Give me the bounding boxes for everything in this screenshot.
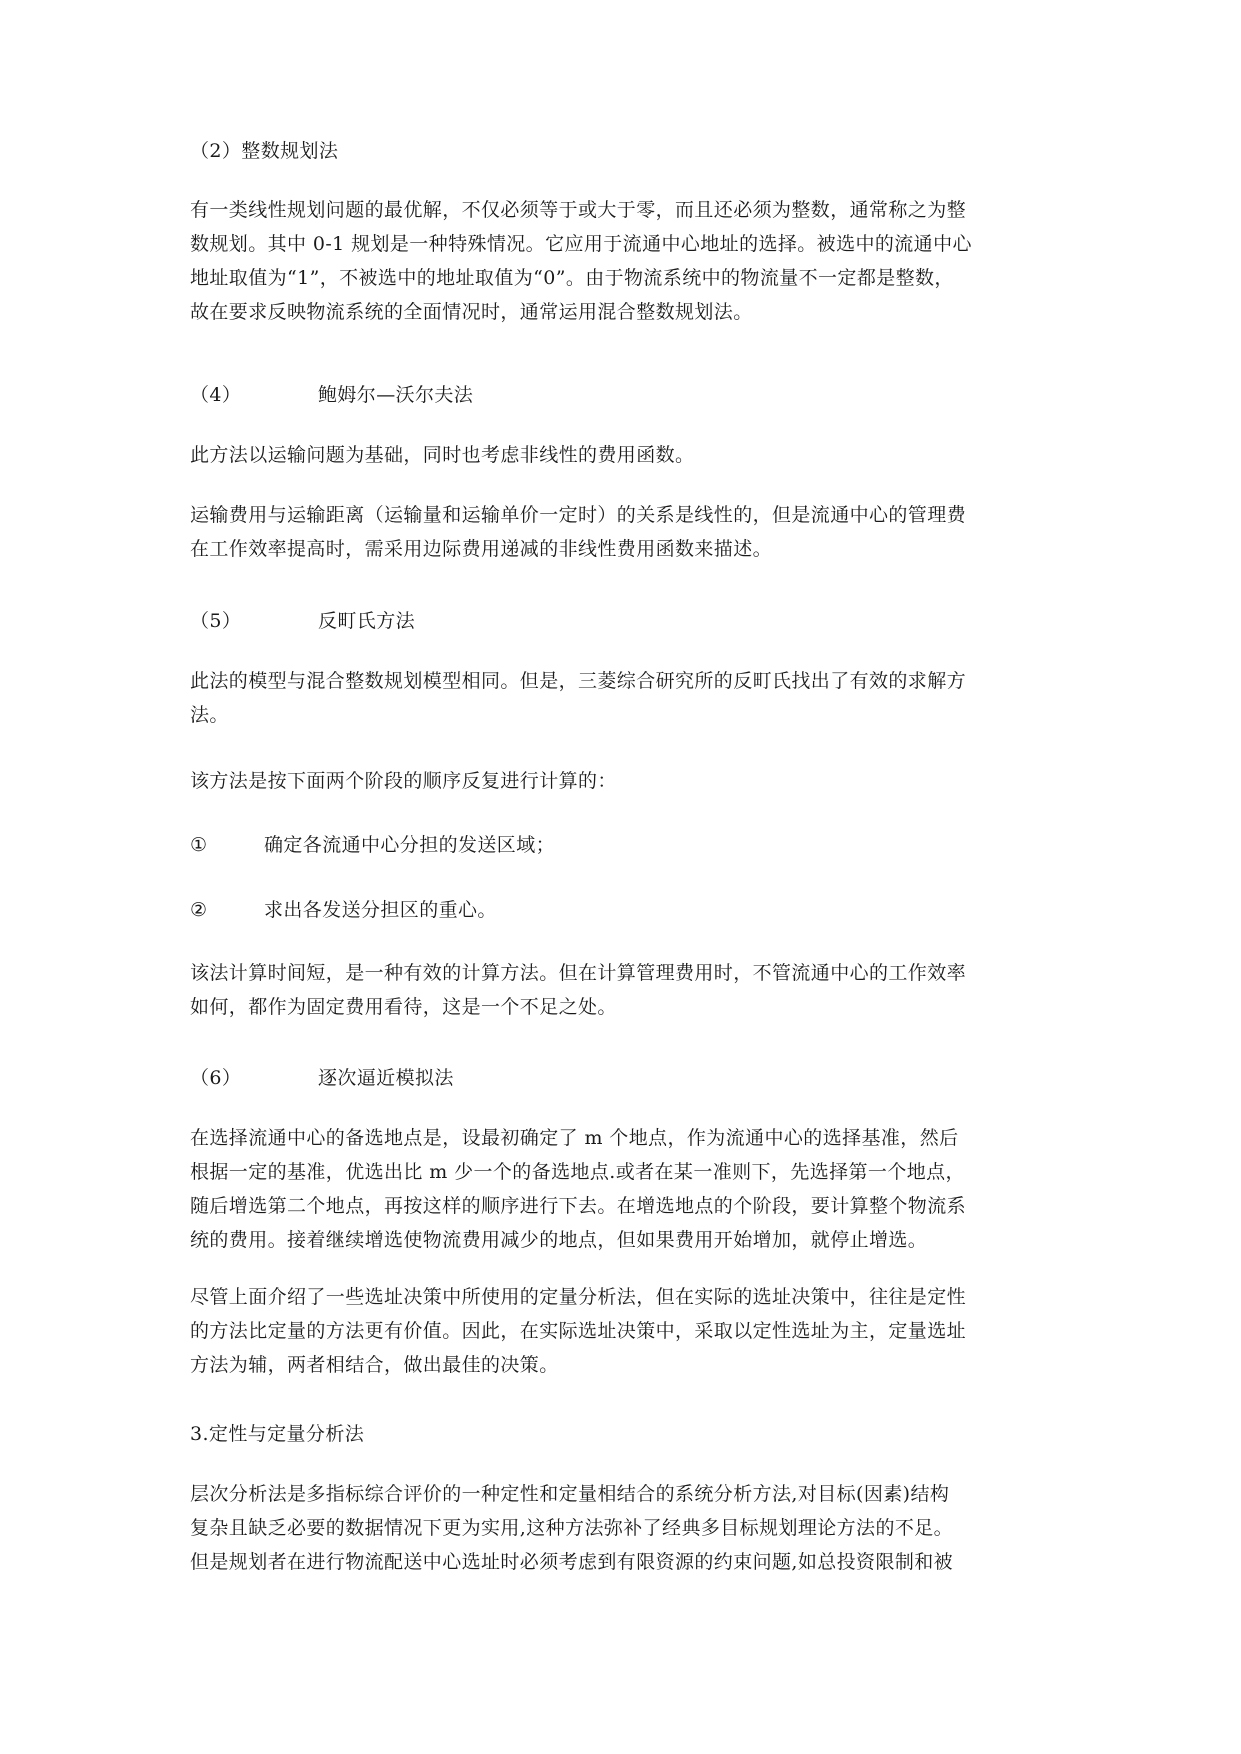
paragraph-integer-programming bbox=[190, 193, 1062, 329]
step-marker: ② bbox=[190, 899, 208, 921]
paragraph-line: 数规划。其中 0-1 规划是一种特殊情况。它应用于流通中心地址的选择。被选中的流通中心 bbox=[190, 233, 972, 255]
step-marker: ① bbox=[190, 834, 208, 856]
section-heading-sorimachi bbox=[190, 604, 1062, 638]
section-number: （5） bbox=[190, 610, 242, 632]
list-item-step-2 bbox=[190, 893, 1062, 927]
paragraph-baumol-wolfe-detail bbox=[190, 498, 1062, 566]
paragraph-sorimachi-model bbox=[190, 664, 1062, 732]
heading-text: （2）整数规划法 bbox=[190, 140, 339, 162]
paragraph-line: 此法的模型与混合整数规划模型相同。但是，三菱综合研究所的反町氏找出了有效的求解方 bbox=[190, 670, 967, 692]
paragraph-line: 的方法比定量的方法更有价值。因此，在实际选址决策中，采取以定性选址为主，定量选址 bbox=[190, 1320, 967, 1342]
section-heading-qualitative-quantitative bbox=[190, 1417, 1062, 1451]
paragraph-successive-approximation bbox=[190, 1121, 1062, 1257]
list-item-step-1 bbox=[190, 828, 1062, 862]
paragraph-line: 但是规划者在进行物流配送中心选址时必须考虑到有限资源的约束问题,如总投资限制和被 bbox=[190, 1551, 954, 1573]
heading-text: 3.定性与定量分析法 bbox=[190, 1423, 365, 1445]
section-title: 鲍姆尔—沃尔夫法 bbox=[318, 384, 474, 406]
paragraph-line: 复杂且缺乏必要的数据情况下更为实用,这种方法弥补了经典多目标规划理论方法的不足。 bbox=[190, 1517, 954, 1539]
paragraph-line: 尽管上面介绍了一些选址决策中所使用的定量分析法，但在实际的选址决策中，往往是定性 bbox=[190, 1286, 967, 1308]
paragraph-line: 该方法是按下面两个阶段的顺序反复进行计算的： bbox=[190, 770, 617, 792]
paragraph-summary bbox=[190, 1280, 1062, 1382]
step-text: 确定各流通中心分担的发送区域； bbox=[264, 834, 556, 856]
section-heading-baumol-wolfe bbox=[190, 378, 1062, 412]
section-number: （4） bbox=[190, 384, 242, 406]
section-heading-integer-programming bbox=[190, 134, 1062, 168]
paragraph-line: 法。 bbox=[190, 704, 229, 726]
paragraph-line: 有一类线性规划问题的最优解，不仅必须等于或大于零，而且还必须为整数，通常称之为整 bbox=[190, 199, 967, 221]
paragraph-line: 故在要求反映物流系统的全面情况时，通常运用混合整数规划法。 bbox=[190, 301, 753, 323]
paragraph-ahp bbox=[190, 1477, 1062, 1579]
paragraph-line: 地址取值为“1”，不被选中的地址取值为“0”。由于物流系统中的物流量不一定都是整数， bbox=[190, 267, 954, 289]
paragraph-line: 方法为辅，两者相结合，做出最佳的决策。 bbox=[190, 1354, 559, 1376]
step-text: 求出各发送分担区的重心。 bbox=[264, 899, 497, 921]
paragraph-line: 随后增选第二个地点，再按这样的顺序进行下去。在增选地点的个阶段，要计算整个物流系 bbox=[190, 1195, 967, 1217]
paragraph-line: 在工作效率提高时，需采用边际费用递减的非线性费用函数来描述。 bbox=[190, 538, 773, 560]
section-heading-successive-approximation bbox=[190, 1061, 1062, 1095]
paragraph-line: 层次分析法是多指标综合评价的一种定性和定量相结合的系统分析方法,对目标(因素)结构 bbox=[190, 1483, 950, 1505]
section-title: 逐次逼近模拟法 bbox=[318, 1067, 454, 1089]
paragraph-line: 该法计算时间短，是一种有效的计算方法。但在计算管理费用时，不管流通中心的工作效率 bbox=[190, 962, 967, 984]
paragraph-sorimachi-steps-intro bbox=[190, 764, 1062, 798]
paragraph-sorimachi-evaluation bbox=[190, 956, 1062, 1024]
paragraph-line: 统的费用。接着继续增选使物流费用减少的地点，但如果费用开始增加，就停止增选。 bbox=[190, 1229, 928, 1251]
paragraph-line: 根据一定的基准，优选出比 m 少一个的备选地点.或者在某一准则下，先选择第一个地点， bbox=[190, 1161, 965, 1183]
paragraph-line: 此方法以运输问题为基础，同时也考虑非线性的费用函数。 bbox=[190, 444, 695, 466]
section-title: 反町氏方法 bbox=[318, 610, 416, 632]
paragraph-baumol-wolfe-intro bbox=[190, 438, 1062, 472]
paragraph-line: 如何，都作为固定费用看待，这是一个不足之处。 bbox=[190, 996, 617, 1018]
paragraph-line: 运输费用与运输距离（运输量和运输单价一定时）的关系是线性的，但是流通中心的管理费 bbox=[190, 504, 967, 526]
section-number: （6） bbox=[190, 1067, 242, 1089]
paragraph-line: 在选择流通中心的备选地点是，设最初确定了 m 个地点，作为流通中心的选择基准，然后 bbox=[190, 1127, 959, 1149]
